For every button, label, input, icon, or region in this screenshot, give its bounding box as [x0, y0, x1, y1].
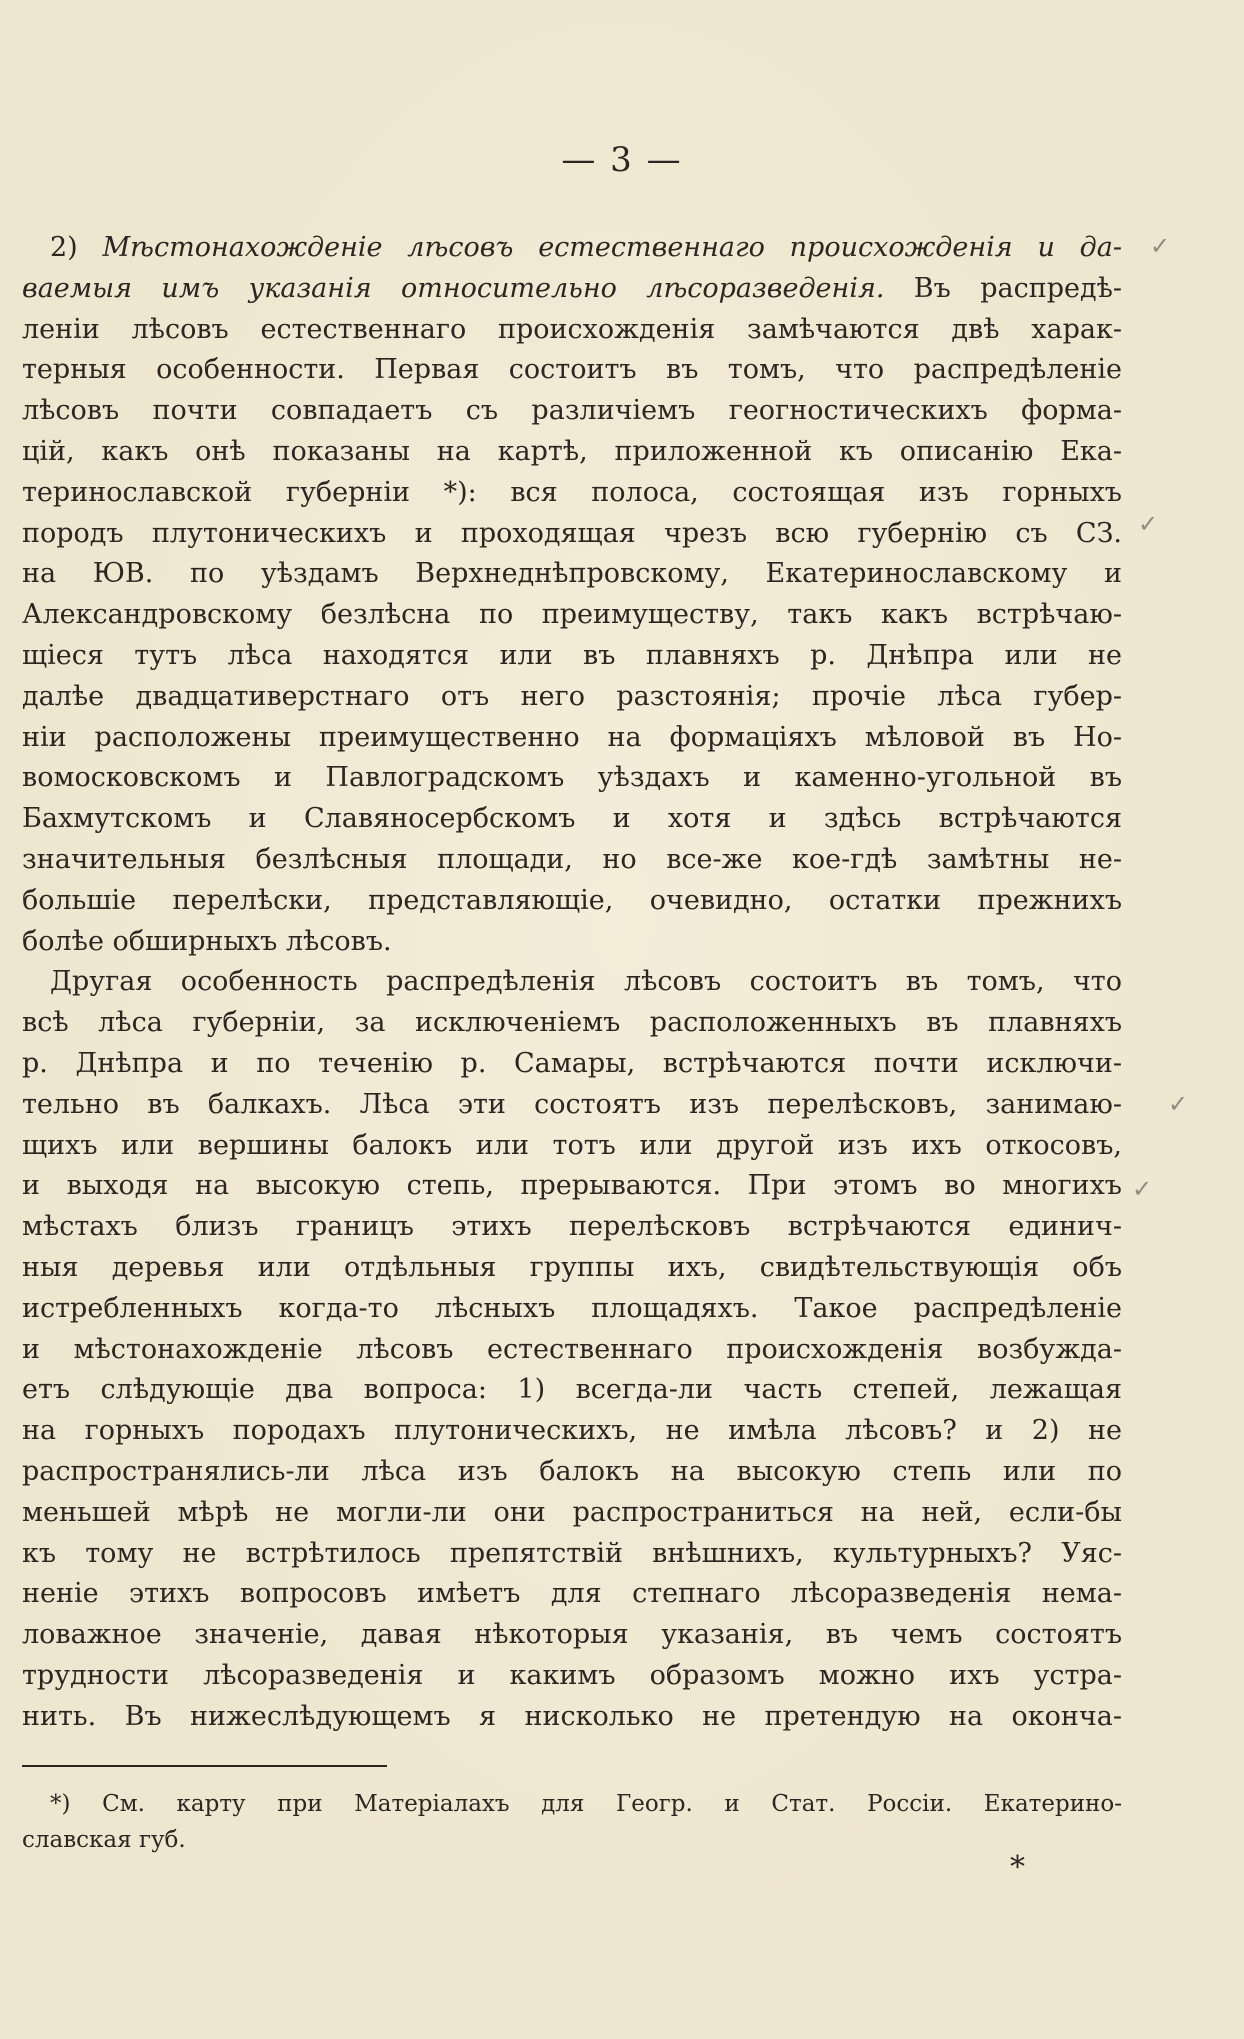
text-line: значительныя безлѣсныя площади, но все-же кое-гдѣ замѣтны не-	[22, 843, 1122, 875]
text-run: Въ распредѣ-	[884, 272, 1122, 304]
text-line: на горныхъ породахъ плутоническихъ, не имѣла лѣсовъ? и 2) не	[22, 1415, 1122, 1447]
text-line: лѣсовъ почти совпадаетъ съ различіемъ геогностическихъ форма-	[22, 395, 1122, 427]
text-line: всѣ лѣса губерніи, за исключеніемъ расположенныхъ въ плавняхъ	[22, 1007, 1122, 1039]
text-line: болѣе обширныхъ лѣсовъ.	[22, 925, 392, 957]
text-line: леніи лѣсовъ естественнаго происхожденія замѣчаются двѣ харак-	[22, 313, 1122, 345]
text-line: и выходя на высокую степь, прерываются. При этомъ во многихъ	[22, 1170, 1122, 1202]
checkmark-icon: ✓	[1138, 510, 1159, 538]
text-line: Александровскому безлѣсна по преимуществу, такъ какъ встрѣчаю-	[22, 599, 1122, 631]
text-line: къ тому не встрѣтилось препятствій внѣшнихъ, культурныхъ? Уяс-	[22, 1537, 1122, 1569]
text-line: вомосковскомъ и Павлоградскомъ уѣздахъ и каменно-угольной въ	[22, 762, 1122, 794]
text-line: щихъ или вершины балокъ или тотъ или другой изъ ихъ откосовъ,	[22, 1129, 1122, 1161]
asterisk-mark: *	[1010, 1850, 1025, 1885]
text-line: нить. Въ нижеслѣдующемъ я нисколько не претендую на оконча-	[22, 1700, 1122, 1732]
text-line: большіе перелѣски, представляющіе, очевидно, остатки прежнихъ	[22, 884, 1122, 916]
footnote	[22, 1786, 1122, 1858]
text-line: Бахмутскомъ и Славяносербскомъ и хотя и здѣсь встрѣчаются	[22, 803, 1122, 835]
text-line: распространялись-ли лѣса изъ балокъ на высокую степь или по	[22, 1455, 1122, 1487]
text-line: меньшей мѣрѣ не могли-ли они распространиться на ней, если-бы	[22, 1496, 1122, 1528]
text-line: на ЮВ. по уѣздамъ Верхнеднѣпровскому, Екатеринославскому и	[22, 558, 1122, 590]
body-text	[22, 228, 1122, 1737]
text-line	[22, 228, 1122, 269]
text-line: породъ плутоническихъ и проходящая чрезъ всю губернію съ СЗ.	[22, 517, 1122, 549]
text-line: ніи расположены преимущественно на формаціяхъ мѣловой въ Но-	[22, 721, 1122, 753]
text-line: неніе этихъ вопросовъ имѣетъ для степнаго лѣсоразведенія нема-	[22, 1578, 1122, 1610]
text-line: и мѣстонахожденіе лѣсовъ естественнаго происхожденія возбужда-	[22, 1333, 1122, 1365]
text-line: Другая особенность распредѣленія лѣсовъ состоитъ въ томъ, что	[50, 966, 1122, 998]
text-line: теринославской губерніи *): вся полоса, состоящая изъ горныхъ	[22, 476, 1122, 508]
text-line: трудности лѣсоразведенія и какимъ образомъ можно ихъ устра-	[22, 1659, 1122, 1691]
section-heading-cont: ваемыя имъ указанія относительно лѣсоразведенія.	[22, 272, 885, 304]
text-line: ныя деревья или отдѣльныя группы ихъ, свидѣтельствующія объ	[22, 1251, 1122, 1283]
checkmark-icon: ✓	[1168, 1090, 1189, 1118]
text-line: ловажное значеніе, давая нѣкоторыя указанія, въ чемъ состоятъ	[22, 1619, 1122, 1651]
text-line: далѣе двадцативерстнаго отъ него разстоянія; прочіе лѣса губер-	[22, 680, 1122, 712]
text-line: р. Днѣпра и по теченію р. Самары, встрѣчаются почти исключи-	[22, 1047, 1122, 1079]
text-line: мѣстахъ близъ границъ этихъ перелѣсковъ встрѣчаются единич-	[22, 1211, 1122, 1243]
text-line: цій, какъ онѣ показаны на картѣ, приложенной къ описанію Ека-	[22, 435, 1122, 467]
text-line: истребленныхъ когда-то лѣсныхъ площадяхъ. Такое распредѣленіе	[22, 1292, 1122, 1324]
footnote-line: славская губ.	[22, 1827, 186, 1853]
text-line: терныя особенности. Первая состоитъ въ томъ, что распредѣленіе	[22, 354, 1122, 386]
checkmark-icon: ✓	[1150, 232, 1171, 260]
text-line: етъ слѣдующіе два вопроса: 1) всегда-ли часть степей, лежащая	[22, 1374, 1122, 1406]
checkmark-icon: ✓	[1132, 1175, 1153, 1203]
footnote-divider	[22, 1765, 387, 1767]
page-number: — 3 —	[561, 140, 683, 180]
text-line: щіеся тутъ лѣса находятся или въ плавняхъ р. Днѣпра или не	[22, 639, 1122, 671]
paragraph-number: 2)	[50, 232, 103, 263]
section-heading: Мѣстонахожденіе лѣсовъ естественнаго происхожденія и да-	[102, 232, 1122, 263]
footnote-line: *) См. карту при Матеріалахъ для Геогр. и Стат. Россіи. Екатерино-	[50, 1791, 1122, 1817]
text-line	[22, 269, 1122, 310]
text-line: тельно въ балкахъ. Лѣса эти состоятъ изъ перелѣсковъ, занимаю-	[22, 1088, 1122, 1120]
